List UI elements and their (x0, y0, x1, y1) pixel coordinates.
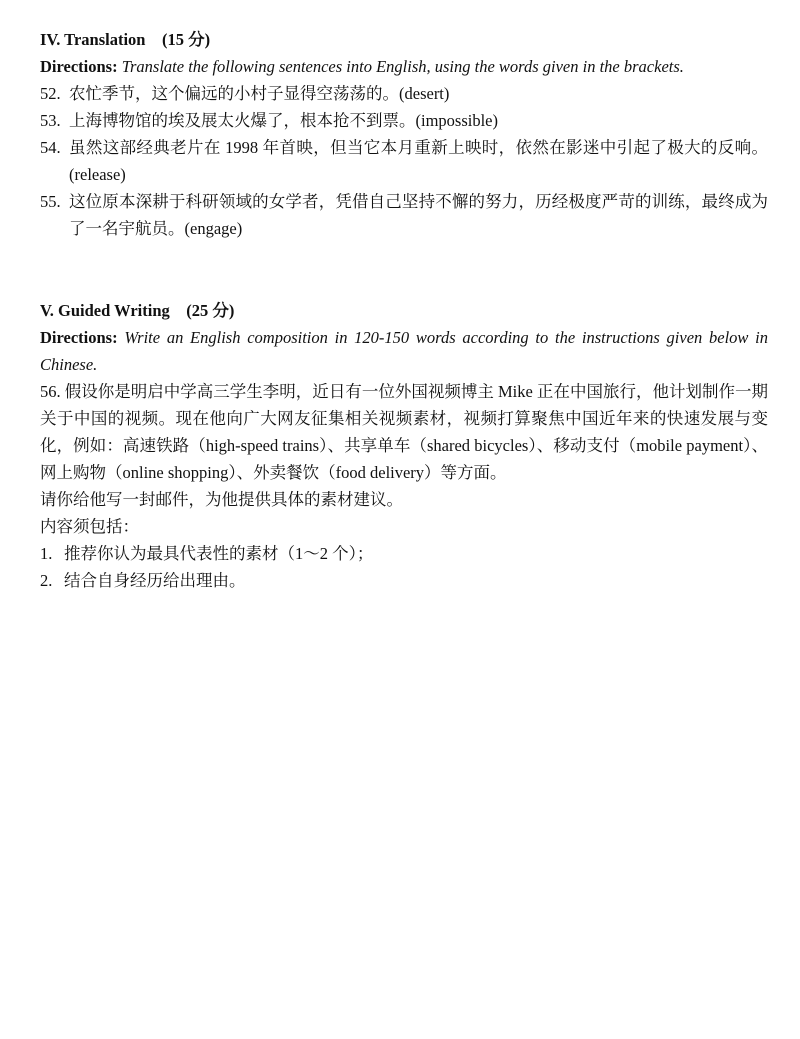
directions-text: Write an English composition in 120-150 words according to the instructions given below in Chinese. (40, 328, 768, 374)
item-text: 这位原本深耕于科研领域的女学者，凭借自己坚持不懈的努力，历经极度严苛的训练，最终成为了一名宇航员。(engage) (69, 192, 768, 238)
requirement-number: 1. (40, 544, 53, 563)
item-number: 55. (40, 192, 61, 211)
section-5-directions (40, 324, 768, 378)
directions-label: Directions: (40, 328, 118, 347)
directions-text: Translate the following sentences into English, using the words given in the brackets. (117, 57, 684, 76)
item-number: 52. (40, 84, 61, 103)
requirement-item-1 (40, 540, 768, 567)
section-4-directions (40, 53, 768, 80)
translation-item-54 (40, 134, 768, 188)
requirement-text: 结合自身经历给出理由。 (64, 571, 246, 590)
section-gap (40, 242, 768, 297)
exam-page (40, 26, 768, 594)
translation-item-53 (40, 107, 768, 134)
section-5-title: V. Guided Writing (25 分) (40, 301, 235, 320)
item-text: 农忙季节，这个偏远的小村子显得空荡荡的。(desert) (69, 84, 450, 103)
requirement-number: 2. (40, 571, 53, 590)
writing-request: 请你给他写一封邮件，为他提供具体的素材建议。 (40, 490, 403, 509)
writing-prompt: 56. 假设你是明启中学高三学生李明，近日有一位外国视频博主 Mike 正在中国旅行，他计划制作一期关于中国的视频。现在他向广大网友征集相关视频素材，视频打算聚焦中国近年来的快速发展与变化，例如：高速铁路（high-speed trains）、共享单车（shared bicycles）、移动支付（mobile payment）、网上购物（online shopping）、外卖餐饮（food delivery）等方面。 (40, 382, 768, 482)
directions-label: Directions: (40, 57, 118, 76)
translation-item-52 (40, 80, 768, 107)
requirement-text: 推荐你认为最具代表性的素材（1～2 个）； (64, 544, 374, 563)
section-4-title: IV. Translation (15 分) (40, 30, 211, 49)
item-text: 上海博物馆的埃及展太火爆了，根本抢不到票。(impossible) (69, 111, 498, 130)
requirement-item-2 (40, 567, 768, 594)
content-label: 内容须包括： (40, 517, 139, 536)
translation-item-55 (40, 188, 768, 242)
item-number: 54. (40, 138, 61, 157)
item-text: 虽然这部经典老片在 1998 年首映，但当它本月重新上映时，依然在影迷中引起了极大的反响。(release) (69, 138, 768, 184)
item-number: 53. (40, 111, 61, 130)
